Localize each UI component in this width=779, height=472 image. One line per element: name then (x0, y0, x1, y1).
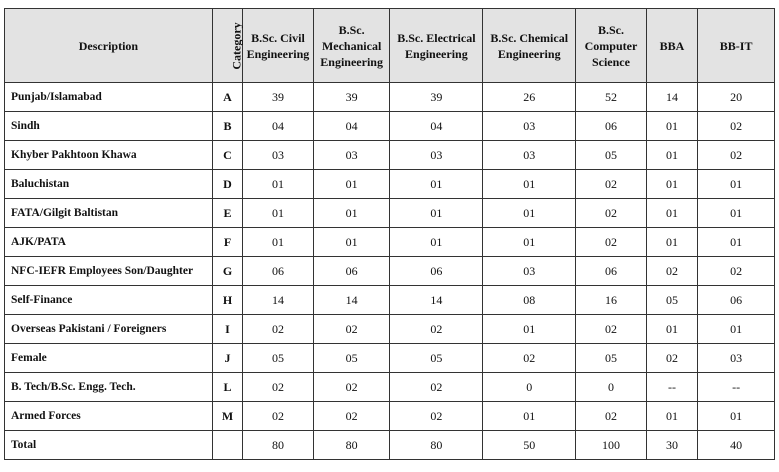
seat-count-cell: 02 (576, 402, 647, 431)
seat-count-cell: 02 (698, 257, 775, 286)
table-row (5, 83, 775, 112)
seat-count-cell: 05 (576, 344, 647, 373)
row-category: A (212, 83, 242, 112)
seat-count-cell: 01 (646, 170, 697, 199)
row-category: F (212, 228, 242, 257)
seat-count-cell: 01 (313, 228, 390, 257)
seat-count-cell: 03 (698, 344, 775, 373)
row-description: Overseas Pakistani / Foreigners (5, 315, 213, 344)
seat-count-cell: 80 (390, 431, 483, 460)
seat-count-cell: 03 (390, 141, 483, 170)
row-description: B. Tech/B.Sc. Engg. Tech. (5, 373, 213, 402)
seat-count-cell: 0 (483, 373, 576, 402)
row-description: Total (5, 431, 213, 460)
seat-count-cell: 02 (313, 373, 390, 402)
row-category: I (212, 315, 242, 344)
seat-count-cell: 01 (243, 170, 314, 199)
seat-count-cell: 02 (646, 257, 697, 286)
header-bba: BBA (646, 9, 697, 83)
seat-count-cell: 01 (698, 402, 775, 431)
seat-count-cell: 06 (390, 257, 483, 286)
seat-count-cell: 02 (243, 315, 314, 344)
header-electrical-engineering: B.Sc. Electrical Engineering (390, 9, 483, 83)
seat-count-cell: 30 (646, 431, 697, 460)
table-row (5, 286, 775, 315)
table-row (5, 402, 775, 431)
seat-count-cell: 01 (483, 228, 576, 257)
seat-count-cell: 02 (390, 373, 483, 402)
seat-count-cell: 14 (646, 83, 697, 112)
row-category: M (212, 402, 242, 431)
seat-count-cell: 01 (646, 112, 697, 141)
seat-count-cell: 02 (483, 344, 576, 373)
table-row (5, 170, 775, 199)
seat-count-cell: 01 (483, 199, 576, 228)
seat-count-cell: 04 (313, 112, 390, 141)
seat-count-cell: 06 (698, 286, 775, 315)
row-description: Punjab/Islamabad (5, 83, 213, 112)
seat-count-cell: 01 (390, 199, 483, 228)
seat-count-cell: 100 (576, 431, 647, 460)
seat-count-cell: 02 (390, 402, 483, 431)
seat-count-cell: 01 (483, 315, 576, 344)
seat-count-cell: 02 (243, 373, 314, 402)
row-description: Female (5, 344, 213, 373)
seat-count-cell: 01 (243, 228, 314, 257)
seat-count-cell: 02 (698, 141, 775, 170)
row-category: L (212, 373, 242, 402)
seat-count-cell: 14 (243, 286, 314, 315)
row-category: C (212, 141, 242, 170)
seat-count-cell: 14 (390, 286, 483, 315)
seat-count-cell: 03 (313, 141, 390, 170)
seat-count-cell: 80 (243, 431, 314, 460)
table-row (5, 199, 775, 228)
seat-count-cell: 02 (698, 112, 775, 141)
row-description: Armed Forces (5, 402, 213, 431)
seat-count-cell: 02 (646, 344, 697, 373)
seat-count-cell: 01 (698, 315, 775, 344)
table-row (5, 431, 775, 460)
row-description: Khyber Pakhtoon Khawa (5, 141, 213, 170)
seat-count-cell: 20 (698, 83, 775, 112)
seat-count-cell: 02 (390, 315, 483, 344)
seat-count-cell: 40 (698, 431, 775, 460)
seat-count-cell: 06 (576, 112, 647, 141)
header-row (5, 9, 775, 83)
seat-count-cell: 02 (243, 402, 314, 431)
seat-count-cell: 06 (243, 257, 314, 286)
row-description: NFC-IEFR Employees Son/Daughter (5, 257, 213, 286)
seat-count-cell: 01 (390, 228, 483, 257)
seat-count-cell: 01 (313, 170, 390, 199)
header-category (212, 9, 242, 83)
seat-count-cell: 39 (390, 83, 483, 112)
row-description: Self-Finance (5, 286, 213, 315)
seat-count-cell: 02 (576, 315, 647, 344)
row-category: J (212, 344, 242, 373)
seat-count-cell: 26 (483, 83, 576, 112)
seat-count-cell: 02 (576, 199, 647, 228)
row-category: D (212, 170, 242, 199)
seat-count-cell: 06 (576, 257, 647, 286)
seat-count-cell: 02 (576, 170, 647, 199)
seat-count-cell: 05 (576, 141, 647, 170)
row-description: FATA/Gilgit Baltistan (5, 199, 213, 228)
table-row (5, 112, 775, 141)
header-civil-engineering: B.Sc. Civil Engineering (243, 9, 314, 83)
table-row (5, 344, 775, 373)
table-header (5, 9, 775, 83)
seat-count-cell: 05 (313, 344, 390, 373)
seat-count-cell: 01 (313, 199, 390, 228)
header-description: Description (5, 9, 213, 83)
seat-count-cell: 04 (390, 112, 483, 141)
seat-allocation-table (4, 8, 775, 460)
seat-count-cell: -- (646, 373, 697, 402)
header-mechanical-engineering: B.Sc. Mechanical Engineering (313, 9, 390, 83)
seat-count-cell: 01 (646, 141, 697, 170)
seat-allocation-table-container (4, 8, 775, 460)
row-description: Sindh (5, 112, 213, 141)
seat-count-cell: 01 (483, 170, 576, 199)
table-row (5, 315, 775, 344)
row-category: H (212, 286, 242, 315)
seat-count-cell: 01 (390, 170, 483, 199)
header-bb-it: BB-IT (698, 9, 775, 83)
seat-count-cell: 01 (646, 315, 697, 344)
row-category: E (212, 199, 242, 228)
seat-count-cell: 01 (646, 402, 697, 431)
seat-count-cell: 50 (483, 431, 576, 460)
seat-count-cell: 02 (576, 228, 647, 257)
row-description: AJK/PATA (5, 228, 213, 257)
table-body (5, 83, 775, 460)
table-row (5, 257, 775, 286)
header-category-label: Category (229, 21, 244, 70)
seat-count-cell: 14 (313, 286, 390, 315)
table-row (5, 228, 775, 257)
seat-count-cell: 39 (313, 83, 390, 112)
seat-count-cell: 05 (646, 286, 697, 315)
table-row (5, 141, 775, 170)
seat-count-cell: 01 (243, 199, 314, 228)
seat-count-cell: 01 (698, 228, 775, 257)
table-row (5, 373, 775, 402)
header-chemical-engineering: B.Sc. Chemical Engineering (483, 9, 576, 83)
seat-count-cell: 03 (483, 141, 576, 170)
seat-count-cell: 01 (698, 170, 775, 199)
seat-count-cell: 01 (646, 228, 697, 257)
seat-count-cell: 0 (576, 373, 647, 402)
seat-count-cell: -- (698, 373, 775, 402)
seat-count-cell: 04 (243, 112, 314, 141)
seat-count-cell: 16 (576, 286, 647, 315)
seat-count-cell: 02 (313, 402, 390, 431)
seat-count-cell: 01 (646, 199, 697, 228)
seat-count-cell: 06 (313, 257, 390, 286)
seat-count-cell: 02 (313, 315, 390, 344)
row-category (212, 431, 242, 460)
seat-count-cell: 05 (243, 344, 314, 373)
row-category: B (212, 112, 242, 141)
seat-count-cell: 01 (698, 199, 775, 228)
seat-count-cell: 03 (483, 112, 576, 141)
seat-count-cell: 03 (483, 257, 576, 286)
header-computer-science: B.Sc. Computer Science (576, 9, 647, 83)
seat-count-cell: 03 (243, 141, 314, 170)
seat-count-cell: 01 (483, 402, 576, 431)
row-description: Baluchistan (5, 170, 213, 199)
seat-count-cell: 52 (576, 83, 647, 112)
row-category: G (212, 257, 242, 286)
seat-count-cell: 05 (390, 344, 483, 373)
seat-count-cell: 80 (313, 431, 390, 460)
seat-count-cell: 08 (483, 286, 576, 315)
seat-count-cell: 39 (243, 83, 314, 112)
